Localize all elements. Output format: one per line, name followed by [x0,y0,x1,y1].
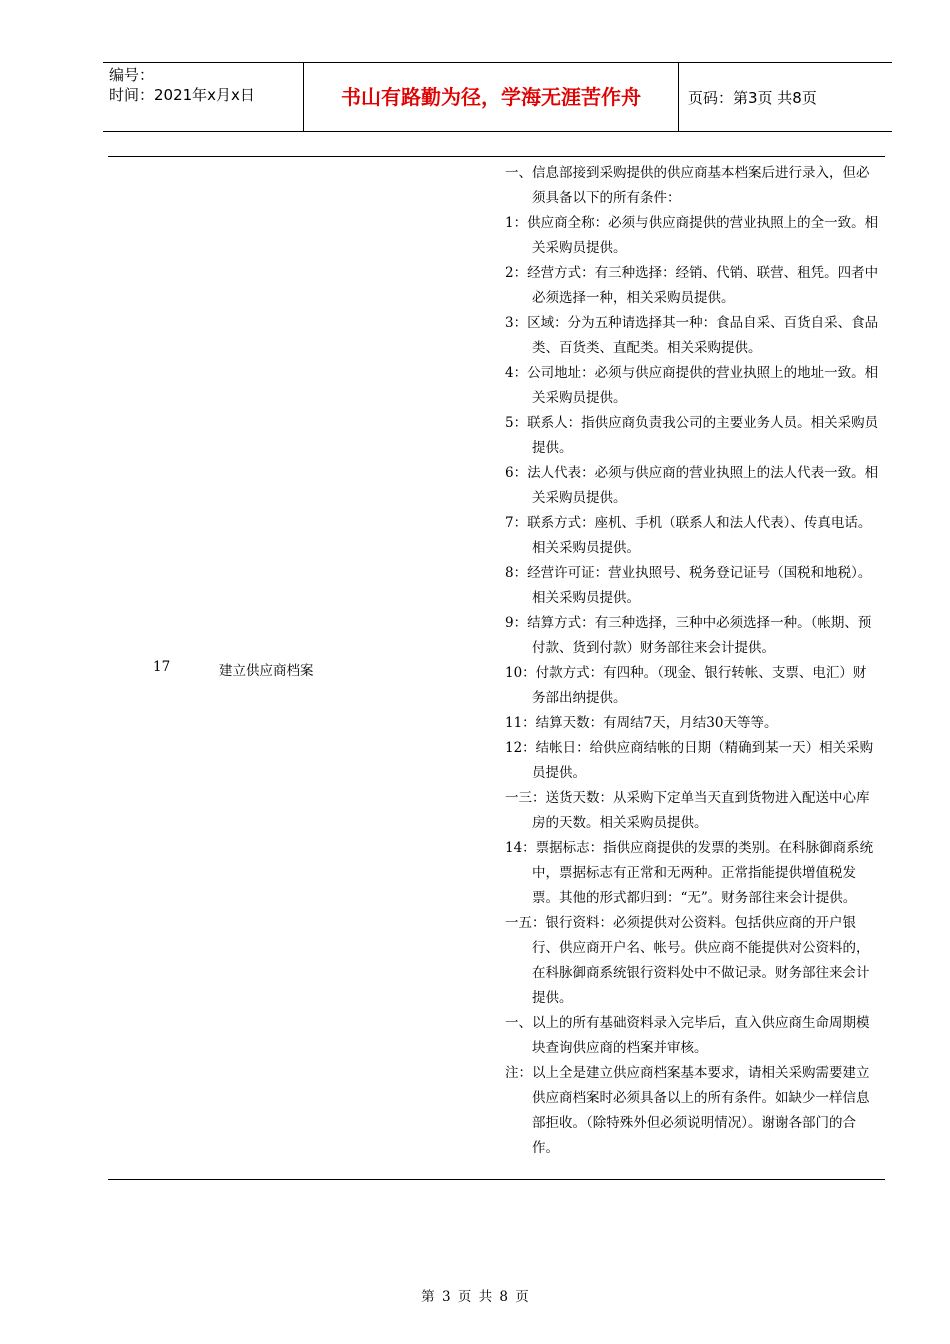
description-paragraph: 8：经营许可证：营业执照号、税务登记证号（国税和地税）。相关采购员提供。 [505,565,872,606]
description-paragraph: 10：付款方式：有四种。（现金、银行转帐、支票、电汇）财务部出纳提供。 [505,665,867,706]
description-paragraph: 14：票据标志：指供应商提供的发票的类别。在科脉御商系统中，票据标志有正常和无两种。正常指能提供增值税发票。其他的形式都归到：“无”。财务部往来会计提供。 [505,840,874,906]
header-meta [109,65,299,105]
description-paragraph: 注：以上全是建立供应商档案基本要求，请相关采购需要建立供应商档案时必须具备以上的所有条件。如缺少一样信息部拒收。（除特殊外但必须说明情况）。谢谢各部门的合作。 [505,1065,870,1156]
description-paragraph: 11：结算天数：有周结7天，月结30天等等。 [505,715,778,731]
header-slogan: 书山有路勤为径，学海无涯苦作舟 [341,85,641,109]
number-label: 编号： [109,66,155,84]
description-paragraph: 3：区域：分为五种请选择其一种：食品自采、百货自采、食品类、百货类、直配类。相关采购提供。 [505,315,879,356]
header-page-info: 页码：第3页 共8页 [688,89,817,107]
description-paragraph: 12：结帐日：给供应商结帐的日期（精确到某一天）相关采购员提供。 [505,740,874,781]
description-paragraph: 6：法人代表：必须与供应商的营业执照上的法人代表一致。相关采购员提供。 [505,465,879,506]
page-header [103,62,892,132]
entry-number: 17 [153,659,171,675]
description-paragraph: 一、信息部接到采购提供的供应商基本档案后进行录入，但必须具备以下的所有条件： [505,165,870,206]
description-paragraph: 7：联系方式：座机、手机（联系人和法人代表）、传真电话。相关采购员提供。 [505,515,872,556]
entry-title: 建立供应商档案 [219,663,314,679]
description-paragraph: 5：联系人：指供应商负责我公司的主要业务人员。相关采购员提供。 [505,415,879,456]
description-paragraph: 一五：银行资料：必须提供对公资料。包括供应商的开户银行、供应商开户名、帐号。供应商不能提供对公资料的，在科脉御商系统银行资料处中不做记录。财务部往来会计提供。 [505,915,870,1006]
description-paragraph: 9：结算方式：有三种选择，三种中必须选择一种。（帐期、预付款、货到付款）财务部往来会计提供。 [505,615,872,656]
header-divider [678,63,679,131]
page-footer: 第 3 页 共 8 页 [421,1289,529,1305]
description-paragraph: 一、以上的所有基础资料录入完毕后，直入供应商生命周期模块查询供应商的档案并审核。 [505,1015,870,1056]
description-paragraph: 一三：送货天数：从采购下定单当天直到货物进入配送中心库房的天数。相关采购员提供。 [505,790,870,831]
entry-description [505,161,879,1161]
description-paragraph: 4：公司地址：必须与供应商提供的营业执照上的地址一致。相关采购员提供。 [505,365,879,406]
description-paragraph: 1：供应商全称：必须与供应商提供的营业执照上的全一致。相关采购员提供。 [505,215,879,256]
time-label: 时间：2021年x月x日 [109,86,255,104]
table-row [108,156,885,1180]
description-paragraph: 2：经营方式：有三种选择：经销、代销、联营、租凭。四者中必须选择一种，相关采购员提供。 [505,265,879,306]
